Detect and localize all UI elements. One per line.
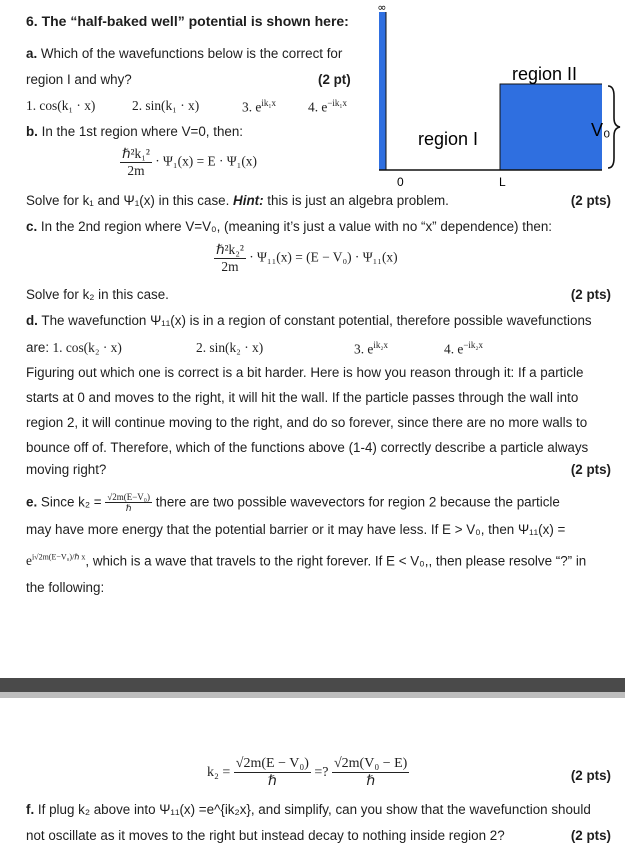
part-d-pts: (2 pts) bbox=[570, 462, 611, 477]
part-a-line1 bbox=[26, 46, 342, 61]
part-d-line1 bbox=[26, 313, 592, 328]
potential-diagram bbox=[370, 0, 625, 190]
part-e-line4: the following: bbox=[26, 580, 105, 595]
part-b-solve: Solve for k₁ and Ψ₁(x) in this case. bbox=[26, 193, 230, 208]
k2-lhs: k₂ = bbox=[207, 765, 231, 781]
part-f-pts: (2 pts) bbox=[570, 828, 611, 843]
part-d-option-2: 2. sin(k₂ · x) bbox=[196, 340, 264, 355]
part-d-para-3: region 2, it will continue moving to the right, and do so forever, since there are no more walls to bbox=[26, 415, 588, 430]
part-d-option-4: 4. $e^{-ik_2x}$ bbox=[444, 340, 484, 357]
part-d-text1: The wavefunction Ψ₁₁(x) is in a region of constant potential, therefore possible wavefunctions bbox=[41, 313, 592, 328]
region-1-label: region I bbox=[418, 129, 479, 149]
part-a-label: a. bbox=[26, 46, 38, 61]
page-divider bbox=[0, 678, 625, 692]
part-b-pts: (2 pts) bbox=[570, 193, 611, 208]
e-frac-num: √2m(E−V₀) bbox=[107, 492, 150, 502]
c-eq-denominator: 2m bbox=[221, 259, 239, 274]
k2-den1: ℏ bbox=[267, 774, 277, 789]
b-eq-rest: · Ψ₁(x) = E · Ψ₁(x) bbox=[155, 153, 257, 169]
part-f-line2: not oscillate as it moves to the right but instead decay to nothing inside region 2? bbox=[26, 828, 505, 843]
part-d-label: d. bbox=[26, 313, 38, 328]
part-d-option-3: 3. $e^{ik_2x}$ bbox=[354, 340, 388, 357]
v0-label: V₀ bbox=[591, 120, 611, 140]
region-2-label: region II bbox=[512, 64, 578, 84]
part-c-label: c. bbox=[26, 219, 38, 234]
part-c-solve: Solve for k₂ in this case. bbox=[26, 287, 169, 302]
part-c-equation bbox=[214, 242, 398, 275]
k2-num1: √2m(E − V₀) bbox=[235, 756, 309, 771]
part-d-para-5: moving right? bbox=[26, 462, 107, 477]
part-b-line bbox=[26, 124, 243, 139]
part-b-label: b. bbox=[26, 124, 38, 139]
part-f-label: f. bbox=[26, 802, 35, 817]
part-e-line3-rest: , which is a wave that travels to the right forever. If E < V₀,, then please resolve “?” in bbox=[85, 553, 587, 569]
part-a-option-3: 3. $e^{ik_1x}$ bbox=[242, 98, 276, 115]
x-L-label: L bbox=[499, 175, 506, 189]
part-b-hint: this is just an algebra problem. bbox=[267, 193, 449, 208]
b-eq-numerator: ℏ²k₁² bbox=[122, 146, 150, 161]
part-e-line3 bbox=[26, 553, 586, 569]
part-e-since: Since k₂ = bbox=[40, 494, 102, 510]
part-a-text1: Which of the wavefunctions below is the correct for bbox=[40, 46, 343, 61]
k2-mid: =? bbox=[314, 765, 329, 781]
x-zero-label: 0 bbox=[397, 175, 404, 189]
k2-pts: (2 pts) bbox=[570, 768, 611, 783]
part-e-label: e. bbox=[26, 494, 38, 510]
infinite-wall bbox=[379, 12, 386, 170]
part-f-text1: If plug k₂ above into Ψ₁₁(x) =e^{ik₂x}, and simplify, can you show that the wavefunction should bbox=[37, 802, 591, 817]
part-e-line1-rest: there are two possible wavevectors for region 2 because the particle bbox=[155, 494, 560, 510]
part-c-text: In the 2nd region where V=V₀, (meaning it’s just a value with no “x” dependence) then: bbox=[40, 219, 553, 234]
b-eq-denominator: 2m bbox=[127, 163, 145, 178]
c-eq-numerator: ℏ²k₂² bbox=[216, 242, 244, 257]
c-eq-rest: · Ψ₁₁(x) = (E − V₀) · Ψ₁₁(x) bbox=[249, 249, 398, 265]
part-a-option-1: 1. cos(k₁ · x) bbox=[26, 98, 96, 113]
k2-num2: √2m(V₀ − E) bbox=[333, 756, 408, 771]
part-b-solve-line bbox=[26, 193, 449, 208]
part-a-option-4: 4. $e^{-ik_1x}$ bbox=[308, 98, 348, 115]
part-d-para-4: bounce off of. Therefore, which of the functions above (1-4) correctly describe a particle always bbox=[26, 440, 589, 455]
step-barrier bbox=[500, 84, 602, 170]
part-b-hint-label: Hint: bbox=[233, 193, 264, 208]
k2-equation bbox=[207, 756, 409, 790]
part-b-text: In the 1st region where V=0, then: bbox=[41, 124, 244, 139]
e-exp: $e^{i√2m(E-V_0)/\hbar x}$ bbox=[26, 553, 86, 569]
part-d-para-2: starts at 0 and moves to the right, it will hit the wall. If the particle passes through the wall into bbox=[26, 390, 579, 405]
part-f-line1 bbox=[26, 802, 591, 817]
part-a-pts: (2 pt) bbox=[318, 72, 351, 87]
part-c-line bbox=[26, 219, 552, 234]
part-e-line2: may have more energy that the potential barrier or it may have less. If E > V₀, then Ψ₁₁(x) = bbox=[26, 522, 566, 537]
part-e-line1 bbox=[26, 492, 560, 514]
part-d-options-prefix: are: 1. cos(k₂ · x) bbox=[26, 340, 122, 355]
part-b-equation bbox=[120, 146, 257, 179]
infinity-label: ∞ bbox=[377, 1, 387, 14]
question-title: 6. The “half-baked well” potential is shown here: bbox=[26, 13, 349, 29]
part-c-pts: (2 pts) bbox=[570, 287, 611, 302]
part-a-option-2: 2. sin(k₁ · x) bbox=[132, 98, 200, 113]
part-a-text2: region I and why? bbox=[26, 72, 132, 87]
k2-den2: ℏ bbox=[366, 774, 376, 789]
part-d-para-1: Figuring out which one is correct is a bit harder. Here is how you reason through it: If a particle bbox=[26, 365, 584, 380]
e-frac-den: ℏ bbox=[125, 503, 132, 513]
page-divider-shadow bbox=[0, 692, 625, 698]
